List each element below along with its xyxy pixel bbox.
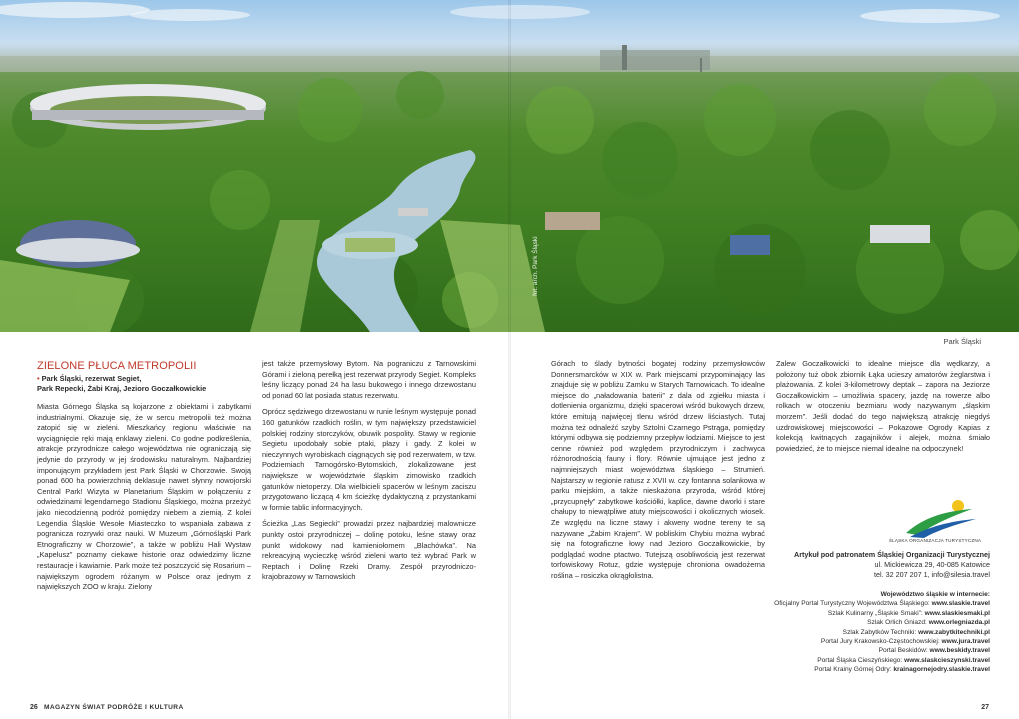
- sponsor-title: Artykuł pod patronatem Śląskiej Organizacji Turystycznej: [794, 550, 990, 559]
- link-label: Szlak Kulinarny „Śląskie Smaki”:: [827, 609, 923, 617]
- paragraph: Zalew Goczałkowicki to idealne miejsce dla wędkarzy, a położony tuż obok zbiornik Łąka ucieszy amatorów żeglarstwa i plażowania. Z kolei 3-kilometrowy deptak – zapora na Jeziorze Goczałkowickim – umożliwia spacery, jazdę na rowerze albo rolkach w otoczeniu bezmiaru wody nazywanym „śląskim morzem”. Jeśli dodać do tego największą atrakcję niegdyś uzdrowiskowej miejscowości – Pokazowe Ogrody Kapias z kolekcją kwitnących zagajników i alejek, można śmiało powiedzieć, że to miejsce niemal idealne na odpoczynek!: [776, 359, 990, 453]
- link-label: Szlak Orlich Gniazd:: [867, 619, 927, 627]
- sponsor-box: [776, 550, 990, 580]
- link-label: Portal Śląska Cieszyńskiego:: [817, 656, 903, 664]
- link-row: [751, 628, 990, 637]
- link-row: [751, 599, 990, 608]
- regional-links: [751, 590, 990, 675]
- link-row: [751, 656, 990, 665]
- logo-text: ŚLĄSKA ORGANIZACJA TURYSTYCZNA: [888, 538, 982, 543]
- link-url[interactable]: www.zabytkitechniki.pl: [918, 628, 990, 636]
- paragraph: jest także przemysłowy Bytom. Na pograniczu z Tarnowskimi Górami i zieloną perełką jest rezerwat przyrody Segiet. Kompleks leśny liczący ponad 24 ha lasu bukowego i innego drzewostanu od ponad 60 lat posiada status rezerwatu.: [262, 359, 476, 400]
- link-url[interactable]: www.beskidy.travel: [929, 647, 990, 655]
- link-url[interactable]: www.jura.travel: [941, 638, 990, 646]
- subhead-line-1: Park Śląski, rezerwat Segiet,: [41, 374, 142, 383]
- photo-credit: fot. arch. Park Śląski: [532, 236, 539, 296]
- page-number-left: 26: [30, 704, 38, 711]
- link-row: [751, 646, 990, 655]
- link-label: Portal Jury Krakowsko-Częstochowskiej:: [820, 638, 940, 646]
- link-label: Portal Beskidów:: [878, 647, 928, 655]
- links-heading: Województwo śląskie w internecie:: [880, 591, 990, 598]
- article-column-1: [37, 360, 251, 593]
- link-label: Oficjalny Portal Turystyczny Województwa Śląskiego:: [774, 600, 930, 608]
- page-number-right: 27: [981, 704, 989, 711]
- page-gutter: [508, 0, 511, 719]
- magazine-title: MAGAZYN ŚWIAT PODRÓŻE I KULTURA: [44, 704, 184, 711]
- sponsor-contact: tel. 32 207 207 1, info@silesia.travel: [874, 570, 990, 579]
- link-url[interactable]: krainagornejodry.slaskie.travel: [893, 666, 990, 674]
- subhead-bullet-icon: •: [37, 374, 40, 383]
- link-row: [751, 665, 990, 674]
- link-row: [751, 637, 990, 646]
- paragraph: Górach to ślady bytności bogatej rodziny przemysłowców Donnersmarcków w XIX w. Park miejscami przypominający las znajduje się w pobliżu Zamku w Starych Tarnowicach. To idealne miejsce do „naładowania baterii” z dala od zgiełku miasta i dotlenienia organizmu, dzięki spacerowi wśród bukowych drzew, które emitują najwięcej tlenu wśród drzew liściastych. Tutaj można też odnaleźć szyby Sztolni Czarnego Pstrąga, pomiędzy którymi odbywa się podziemny przepływ łodziami. Miejsce to jest cenne również pod względem przyrodniczym i zachwyca różnorodnością fauny i flory. Równie ujmujące jest jedno z najmniejszych miast województwa śląskiego – Strumień. Najstarszy w regionie ratusz z XVII w. czy fontanna solankowa w parku miejskim, a także nieskażona przyroda, wśród której „przycupnęły” zabytkowe kościółki, kaplice, dawne dworki i stare chałupy to niewątpliwe atuty miejscowości i okolicznych wiosek. Ze względu na liczne stawy i akweny wodne tereny te są nazywane „Żabim Krajem”. W pobliskim Chybiu można wybrać się na fotograficzne łowy nad Jezioro Goczałkowickie, by podglądać wodne ptactwo. Tutejszą osobliwością jest rezerwat torfowiskowy Rotuz, gdzie występuje chroniona owadożerna roślina – rosiczka okrągłolistna.: [551, 359, 765, 580]
- article-column-2: [262, 359, 476, 583]
- photo-caption: Park Śląski: [943, 337, 981, 346]
- link-row: [751, 609, 990, 618]
- article-column-4: [776, 359, 990, 454]
- link-label: Portal Krainy Górnej Odry:: [814, 666, 892, 674]
- subhead-line-2: Park Repecki, Żabi Kraj, Jezioro Goczałkowickie: [37, 384, 207, 393]
- paragraph: Oprócz sędziwego drzewostanu w runie leśnym występuje ponad 160 gatunków rzadkich roślin, w tym największy przedstawiciel polskiej rodziny storczyków, obuwik pospolity. Stawy w regionie Segietu upodobały sobie ptaki, płazy i gady. Z kolei w nieczynnych wyrobiskach ciągnących się pod rezerwatem, w tzw. Podziemiach Tarnogórsko-Bytomskich, zlokalizowane jest największe w województwie śląskim zimowisko rzadkich gatunków nietoperzy. Dla wielbicieli spacerów w leśnym zaciszu przygotowano liczącą 4 km ścieżkę dydaktyczną z przystankami w formie tablic informacyjnych.: [262, 407, 476, 512]
- sponsor-address: ul. Mickiewicza 29, 40-085 Katowice: [874, 560, 990, 569]
- article-headline: ZIELONE PŁUCA METROPOLII: [37, 360, 197, 372]
- slaska-organizacja-turystyczna-logo-icon: [900, 497, 980, 539]
- paragraph: Ścieżka „Las Segiecki” prowadzi przez najbardziej malownicze punkty ostoi przyrodniczej – dolinę potoku, leśne stawy oraz punkt widokowy nad kamieniołomem „Blachówka”. Na rekreacyjną wycieczkę wśród zieleni warto też wybrać Park w Reptach i Dolinę Rzeki Dramy. Zespół przyrodniczo-krajobrazowy w Tarnowskich: [262, 519, 476, 582]
- link-row: [751, 618, 990, 627]
- paragraph: Miasta Górnego Śląska są kojarzone z obiektami i zabytkami industrialnymi. Okazuje się, że w sercu metropolii też można zatopić się w zieleni. Mieszkańcy regionu właściwie na wyciągnięcie ręki mają enklawy zieleni. Co godne podkreślenia, atrakcje przyrodnicze całego województwa nie ograniczają się jedynie do przyrody w jej środowisku naturalnym. Najbardziej imponującym przykładem jest Park Śląski w Chorzowie. Swoją ponad 600 ha powierzchnią deklasuje nawet słynny nowojorski Central Park! Wizyta w Planetarium Śląskim w połączeniu z odwiedzinami legendarnego Stadionu Śląskiego, można przeżyć jako niecodzienną podróż pomiędzy niebem a ziemią. Z kolei Legendia Śląskie Wesołe Miasteczko to wspaniała zabawa z pogranicza rozrywki oraz nauki. W Muzeum „Górnośląski Park Etnograficzny w Chorzowie”, a także w pobliżu Hali Wystaw „Kapelusz” poznamy ciekawe historie oraz odwiedzimy liczne restauracje i kawiarnie. Park może też poszczycić się Rosarium – największym ogrodem różanym w Polsce oraz jednym z największych ZOO w kraju. Zielony: [37, 402, 251, 592]
- link-label: Szlak Zabytków Techniki:: [842, 628, 917, 636]
- link-url[interactable]: www.slaskie.travel: [931, 600, 990, 608]
- article-subhead: [37, 374, 251, 394]
- link-url[interactable]: www.slaskcieszynski.travel: [904, 656, 990, 664]
- link-url[interactable]: www.orlegniazda.pl: [928, 619, 990, 627]
- article-column-3: [551, 359, 765, 581]
- link-url[interactable]: www.slaskiesmaki.pl: [924, 609, 990, 617]
